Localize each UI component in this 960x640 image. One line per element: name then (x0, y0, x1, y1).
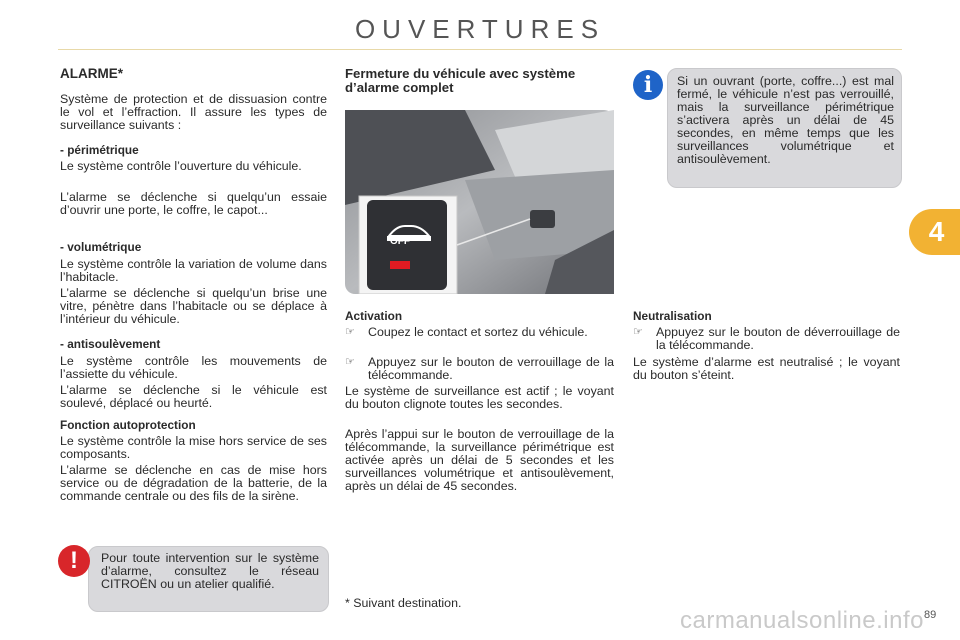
volumetrique-text-1: Le système contrôle la variation de volume dans l’habitacle. (60, 257, 327, 284)
info-text: Si un ouvrant (porte, coffre...) est mal fermé, le véhicule n’est pas verrouillé, mais la surveillance périmétrique s’activera après un délai de 45 secondes, en même temps que les surveillances volumétrique et antisoulèvement. (677, 74, 894, 166)
activation-bullet-1: ☞ Coupez le contact et sortez du véhicule. (345, 325, 588, 339)
activation-text-2: Après l’appui sur le bouton de verrouillage de la télécommande, la surveillance périmétrique est activée après un délai de 5 secondes et les surveillances volumétrique et antisoulèvement, après un délai de 45 secondes. (345, 427, 614, 493)
car-door-photo (345, 110, 614, 294)
off-label: OFF (390, 236, 410, 247)
neutralisation-heading: Neutralisation (633, 309, 712, 323)
perimetrique-heading: - périmétrique (60, 143, 139, 157)
alarm-title: ALARME* (60, 66, 123, 81)
header-divider (58, 49, 902, 50)
autoprotection-text-2: L’alarme se déclenche en cas de mise hors service ou de dégradation de la batterie, de la commande centrale ou des fils de la sirène. (60, 463, 327, 503)
car-alarm-icon (378, 218, 379, 219)
neutralisation-bullet: ☞ Appuyez sur le bouton de déverrouillage de la télécommande. (633, 325, 900, 352)
alarm-intro: Système de protection et de dissuasion contre le vol et l’effraction. Il assure les types de surveillance suivants : (60, 92, 327, 132)
antisoulevement-text-2: L’alarme se déclenche si le véhicule est soulevé, déplacé ou heurté. (60, 383, 327, 410)
activation-heading: Activation (345, 309, 403, 323)
volumetrique-heading: - volumétrique (60, 240, 142, 254)
pointing-hand-icon: ☞ (345, 326, 355, 338)
antisoulevement-text-1: Le système contrôle les mouvements de l’assiette du véhicule. (60, 354, 327, 381)
info-icon: i (633, 70, 663, 100)
antisoulevement-heading: - antisoulèvement (60, 337, 161, 351)
page-title: OUVERTURES (354, 14, 606, 44)
chapter-tab: 4 (909, 209, 960, 255)
closing-title: Fermeture du véhicule avec système d’alarme complet (345, 66, 576, 95)
pointing-hand-icon: ☞ (633, 326, 643, 338)
perimetrique-text-2: L’alarme se déclenche si quelqu’un essaie d’ouvrir une porte, le coffre, le capot... (60, 190, 327, 217)
autoprotection-heading: Fonction autoprotection (60, 418, 196, 432)
volumetrique-text-2: L’alarme se déclenche si quelqu’un brise une vitre, pénètre dans l’habitacle ou se déplace à l’intérieur du véhicule. (60, 286, 327, 326)
activation-bullet-2: ☞ Appuyez sur le bouton de verrouillage de la télécommande. (345, 355, 614, 382)
warning-text: Pour toute intervention sur le système d’alarme, consultez le réseau CITROËN ou un atelier qualifié. (101, 551, 319, 591)
watermark: carmanualsonline.info (680, 607, 924, 634)
pointing-hand-icon: ☞ (345, 356, 355, 368)
perimetrique-text-1: Le système contrôle l’ouverture du véhicule. (60, 159, 302, 173)
activation-text-1: Le système de surveillance est actif ; le voyant du bouton clignote toutes les secondes. (345, 384, 614, 411)
page-number: 89 (924, 609, 937, 621)
exclamation-icon: ! (58, 545, 90, 577)
neutralisation-text: Le système d’alarme est neutralisé ; le voyant du bouton s’éteint. (633, 355, 900, 382)
autoprotection-text-1: Le système contrôle la mise hors service de ses composants. (60, 434, 327, 461)
footnote: * Suivant destination. (345, 596, 462, 610)
